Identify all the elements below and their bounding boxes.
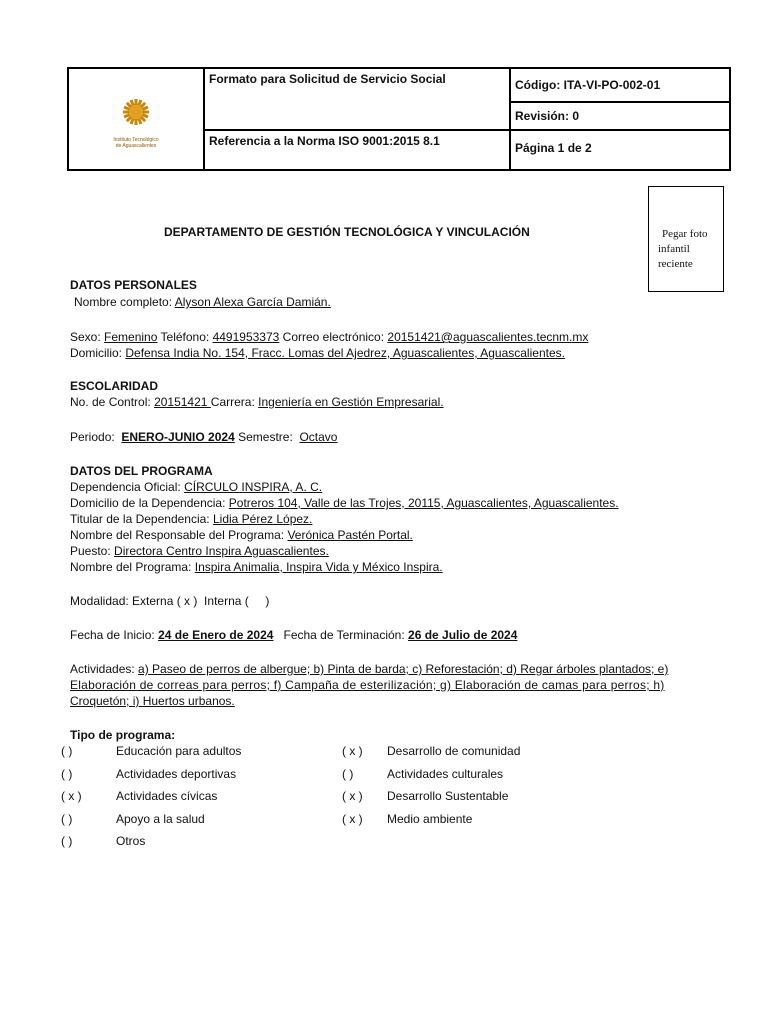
email-label: Correo electrónico: [282, 330, 385, 344]
personal-heading: DATOS PERSONALES [70, 278, 197, 292]
activities-label: Actividades: [70, 662, 135, 676]
end-value: 26 de Julio de 2024 [408, 628, 518, 642]
logo-sun-core [129, 105, 143, 119]
logo-ray [127, 116, 131, 120]
institute-logo [106, 90, 166, 138]
email-value: 20151421@aguascalientes.tecnm.mx [387, 330, 589, 344]
period-label: Periodo: [70, 430, 115, 444]
agency-value: CÍRCULO INSPIRA, A. C. [184, 480, 323, 494]
logo-ray [139, 99, 141, 105]
form-title: Formato para Solicitud de Servicio Social [204, 68, 510, 130]
program-type-label: Educación para adultos [116, 744, 242, 758]
logo-text-line2: de Aguascalientes [115, 142, 157, 149]
contact-line [70, 330, 588, 344]
address-line [70, 346, 565, 360]
norm-reference: Referencia a la Norma ISO 9001:2015 8.1 [204, 130, 510, 170]
phone-label: Teléfono: [160, 330, 210, 344]
control-value: 20151421 [154, 395, 211, 409]
logo-ray [131, 99, 133, 105]
agency-label: Dependencia Oficial: [70, 480, 181, 494]
program-type-checkbox[interactable]: ( x ) [342, 811, 363, 826]
logo-ray [141, 116, 145, 120]
modality: Modalidad: Externa ( x ) Interna ( ) [70, 594, 270, 608]
name-line [74, 295, 331, 309]
header-table [67, 67, 731, 171]
program-type-heading: Tipo de programa: [70, 728, 176, 742]
program-heading: DATOS DEL PROGRAMA [70, 464, 213, 478]
name-label: Nombre completo: [74, 295, 173, 309]
responsible-label: Nombre del Responsable del Programa: [70, 528, 285, 542]
logo-cell [68, 68, 204, 170]
program-type-checkbox[interactable]: ( ) [61, 766, 73, 781]
head-label: Titular de la Dependencia: [70, 512, 210, 526]
logo-ray [127, 102, 131, 106]
semester-value: Octavo [299, 430, 338, 444]
program-type-checkbox[interactable]: ( ) [61, 811, 73, 826]
head-value: Lidia Pérez López. [212, 512, 313, 526]
logo-ray [142, 114, 148, 116]
end-label: Fecha de Terminación: [283, 628, 405, 642]
program-type-label: Otros [116, 834, 146, 848]
full-name: Alyson Alexa García Damián. [174, 295, 331, 309]
program-type-checkbox[interactable]: ( x ) [342, 744, 363, 758]
photo-box [648, 186, 724, 292]
photo-text-line3: reciente [658, 258, 693, 270]
program-type-checkbox[interactable]: ( x ) [61, 789, 82, 803]
position-value: Directora Centro Inspira Aguascalientes. [114, 544, 329, 558]
logo-ray [141, 102, 145, 106]
logo-ray [124, 107, 130, 109]
program-name-value: Inspira Animalia, Inspira Vida y México Inspira. [194, 560, 443, 574]
career-value: Ingeniería en Gestión Empresarial. [258, 395, 444, 409]
period-value: ENERO-JUNIO 2024 [121, 430, 235, 444]
address-value: Defensa India No. 154, Fracc. Lomas del Ajedrez, Aguascalientes, Aguascalientes. [125, 346, 565, 360]
program-type-label: Actividades cívicas [116, 789, 218, 803]
activities-line1 [70, 662, 668, 676]
control-line [70, 395, 444, 409]
page-number: Página 1 de 2 [510, 130, 730, 170]
program-type-label: Actividades culturales [387, 766, 504, 781]
program-name-line [70, 560, 443, 574]
control-label: No. de Control: [70, 395, 151, 409]
address-label: Domicilio: [70, 346, 123, 360]
program-name-label: Nombre del Programa: [70, 560, 192, 574]
revision: Revisión: 0 [510, 102, 730, 130]
school-heading: ESCOLARIDAD [70, 379, 159, 393]
agency-address-line [70, 496, 619, 510]
dates-line [70, 628, 517, 642]
photo-text-line2: infantil [658, 243, 690, 255]
responsible-value: Verónica Pastén Portal. [287, 528, 413, 542]
logo-text-line1: Instituto Tecnológico [113, 136, 159, 143]
start-label: Fecha de Inicio: [70, 628, 155, 642]
program-type-label: Desarrollo de comunidad [387, 744, 521, 758]
start-value: 24 de Enero de 2024 [158, 628, 274, 642]
program-type-checkbox[interactable]: ( x ) [342, 789, 363, 803]
department-title: DEPARTAMENTO DE GESTIÓN TECNOLÓGICA Y VINCULACIÓN [164, 225, 530, 239]
period-line [70, 430, 337, 444]
agency-line [70, 480, 322, 494]
program-type-checkbox[interactable]: ( ) [61, 834, 73, 848]
logo-ray [142, 107, 148, 109]
semester-label: Semestre: [238, 430, 293, 444]
responsible-line [70, 528, 413, 542]
position-label: Puesto: [70, 544, 111, 558]
logo-ray [124, 114, 130, 116]
agency-address-label: Domicilio de la Dependencia: [70, 496, 226, 510]
activities-text-3: Croquetón; i) Huertos urbanos. [70, 694, 235, 708]
agency-address-value: Potreros 104, Valle de las Trojes, 20115, Aguascalientes, Aguascalientes. [228, 496, 619, 510]
program-type-label: Actividades deportivas [116, 766, 237, 781]
phone-value: 4491953373 [212, 330, 280, 344]
activities-text-1: a) Paseo de perros de albergue; b) Pinta de barda; c) Reforestación; d) Regar árboles plantados; e) [138, 662, 669, 676]
sex-value: Femenino [104, 330, 158, 344]
sex-label: Sexo: [70, 330, 101, 344]
program-type-checkbox[interactable]: ( ) [61, 744, 73, 758]
program-type-label: Medio ambiente [387, 811, 473, 826]
program-type-label: Apoyo a la salud [116, 811, 205, 826]
career-label: Carrera: [210, 395, 255, 409]
position-line [70, 544, 329, 558]
logo-ray [139, 118, 141, 124]
head-line [70, 512, 312, 526]
photo-text-line1: Pegar foto [662, 228, 708, 240]
program-type-checkbox[interactable]: ( ) [342, 766, 354, 781]
logo-ray [131, 118, 133, 124]
activities-text-2: Elaboración de correas para perros; f) Campaña de esterilización; g) Elaboración de camas para perros; h) [70, 678, 665, 692]
document-code: Código: ITA-VI-PO-002-01 [510, 68, 730, 102]
program-type-label: Desarrollo Sustentable [387, 789, 509, 803]
